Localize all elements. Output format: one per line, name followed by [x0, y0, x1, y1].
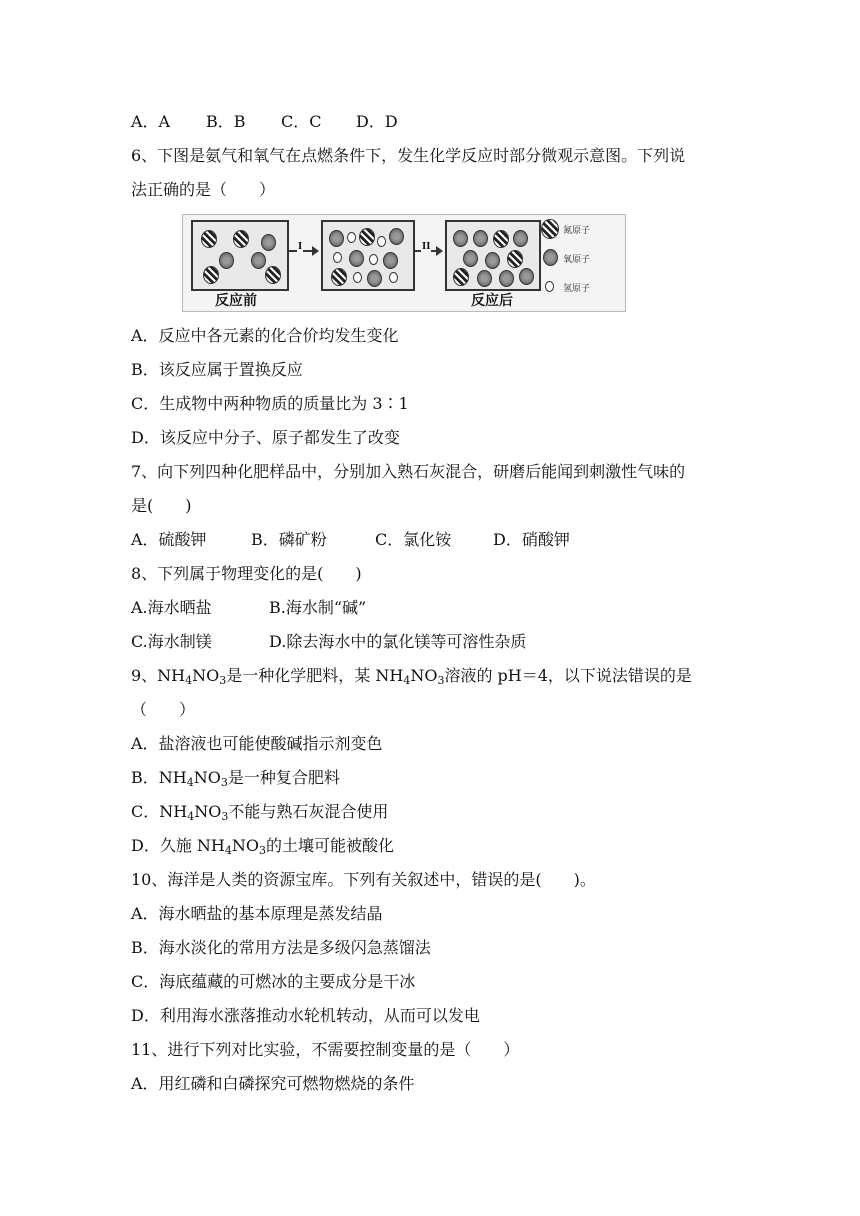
subscript: 3 [221, 810, 229, 823]
q8-option-c: C.海水制镁 [131, 632, 212, 651]
oxygen-atom [349, 250, 364, 267]
option-text: NO [194, 802, 222, 821]
q8-option-a: A.海水晒盐 [131, 598, 212, 617]
q10-option-b: B．海水淡化的常用方法是多级闪急蒸馏法 [131, 938, 431, 957]
q9-stem-text: 是一种化学肥料，某 NH [226, 666, 404, 685]
q7-stem-line2: 是( ) [131, 496, 192, 515]
oxygen-atom [519, 268, 534, 285]
q9-option-b [131, 768, 340, 788]
q10-option-d: D．利用海水涨落推动水轮机转动，从而可以发电 [131, 1006, 480, 1025]
oxygen-atom [513, 230, 528, 247]
q7-stem-line1: 7、向下列四种化肥样品中，分别加入熟石灰混合，研磨后能闻到刺激性气味的 [131, 462, 686, 481]
before-label: 反应前 [215, 293, 257, 309]
oxygen-atom [251, 252, 266, 269]
legend-hydrogen-icon [545, 281, 554, 292]
hydrogen-atom [377, 236, 386, 247]
q5-option-c: C．C [281, 112, 322, 131]
q6-option-c: C．生成物中两种物质的质量比为 3∶1 [131, 394, 409, 413]
q5-option-a: A．A [131, 112, 171, 131]
oxygen-atom [453, 230, 468, 247]
nitrogen-atom [453, 268, 469, 286]
q9-option-d [131, 836, 394, 856]
option-text: 的土壤可能被酸化 [266, 836, 395, 855]
legend-oxygen-label: 氧原子 [563, 255, 591, 265]
q10-option-a: A．海水晒盐的基本原理是蒸发结晶 [131, 904, 383, 923]
subscript: 3 [259, 844, 266, 857]
q6-option-d: D．该反应中分子、原子都发生了改变 [131, 428, 400, 447]
q8-option-d: D.除去海水中的氯化镁等可溶性杂质 [269, 632, 527, 651]
legend-oxygen-icon [543, 249, 558, 266]
subscript: 4 [224, 844, 232, 857]
q6-stem-line2: 法正确的是（ ） [131, 180, 276, 199]
q7-option-d: D．硝酸钾 [493, 530, 570, 549]
oxygen-atom [499, 270, 514, 287]
oxygen-atom [367, 270, 382, 287]
oxygen-atom [329, 230, 344, 247]
option-text: 是一种复合肥料 [227, 768, 340, 787]
intermediate-box [321, 220, 415, 291]
q7-option-a: A．硫酸钾 [131, 530, 207, 549]
nitrogen-atom [331, 268, 347, 286]
legend-nitrogen-icon [541, 219, 559, 239]
q8-option-b: B.海水制“碱” [269, 598, 367, 617]
oxygen-atom [219, 252, 234, 269]
oxygen-atom [463, 250, 478, 267]
q11-stem: 11、进行下列对比实验，不需要控制变量的是（ ） [131, 1040, 520, 1059]
hydrogen-atom [347, 232, 356, 243]
q7-option-b: B．磷矿粉 [251, 530, 327, 549]
q10-option-c: C．海底蕴藏的可燃冰的主要成分是干冰 [131, 972, 416, 991]
q9-option-c [131, 802, 388, 822]
q10-stem: 10、海洋是人类的资源宝库。下列有关叙述中，错误的是( )。 [131, 870, 596, 889]
q9-option-a: A．盐溶液也可能使酸碱指示剂变色 [131, 734, 383, 753]
q8-options-row2 [131, 632, 526, 652]
nitrogen-atom [201, 230, 217, 248]
q9-stem-text: NO [410, 666, 438, 685]
subscript: 4 [186, 776, 194, 789]
step-1-label: I [298, 242, 303, 252]
oxygen-atom [485, 252, 500, 269]
subscript: 4 [185, 674, 193, 687]
hydrogen-atom [353, 272, 362, 283]
nitrogen-atom [359, 228, 375, 246]
nitrogen-atom [233, 230, 249, 248]
nitrogen-atom [203, 266, 219, 284]
q5-option-d: D．D [356, 112, 398, 131]
q7-option-c: C．氯化铵 [375, 530, 452, 549]
option-text: B．NH [131, 768, 187, 787]
hydrogen-atom [369, 254, 378, 265]
after-label: 反应后 [471, 293, 513, 309]
q8-stem: 8、下列属于物理变化的是( ) [131, 564, 362, 583]
oxygen-atom [383, 252, 398, 269]
option-text: NO [231, 836, 259, 855]
q6-stem-line1: 6、下图是氨气和氧气在点燃条件下，发生化学反应时部分微观示意图。下列说 [131, 146, 686, 165]
q9-stem-text: NO [192, 666, 220, 685]
step-2-label: II [422, 242, 431, 252]
option-text: NO [193, 768, 221, 787]
oxygen-atom [389, 228, 404, 245]
reaction-diagram [182, 214, 626, 312]
subscript: 3 [220, 776, 228, 789]
q9-stem-text: 溶液的 pH＝4，以下说法错误的是 [444, 666, 692, 685]
subscript: 4 [187, 810, 195, 823]
option-text: C．NH [131, 802, 188, 821]
subscript: 4 [403, 674, 411, 687]
hydrogen-atom [333, 252, 342, 263]
q9-stem-text: 9、NH [131, 666, 186, 685]
before-box [191, 220, 289, 291]
q5-option-b: B．B [206, 112, 246, 131]
q6-option-a: A．反应中各元素的化合价均发生变化 [131, 326, 399, 345]
subscript: 3 [437, 674, 445, 687]
q8-options-row1 [131, 598, 366, 618]
oxygen-atom [473, 230, 488, 247]
nitrogen-atom [265, 266, 281, 284]
option-text: D．久施 NH [131, 836, 225, 855]
q6-option-b: B．该反应属于置换反应 [131, 360, 303, 379]
q9-stem-line2: （ ） [131, 700, 196, 719]
q9-stem-line1 [131, 666, 692, 686]
q11-option-a: A．用红磷和白磷探究可燃物燃烧的条件 [131, 1074, 415, 1093]
oxygen-atom [261, 234, 276, 251]
subscript: 3 [219, 674, 227, 687]
q5-options [131, 112, 398, 132]
hydrogen-atom [389, 272, 398, 283]
after-box [445, 220, 541, 291]
nitrogen-atom [507, 250, 523, 268]
oxygen-atom [477, 270, 492, 287]
legend-nitrogen-label: 氮原子 [563, 226, 591, 236]
option-text: 不能与熟石灰混合使用 [228, 802, 389, 821]
legend-hydrogen-label: 氢原子 [563, 284, 591, 294]
q7-options [131, 530, 570, 550]
nitrogen-atom [493, 230, 509, 248]
